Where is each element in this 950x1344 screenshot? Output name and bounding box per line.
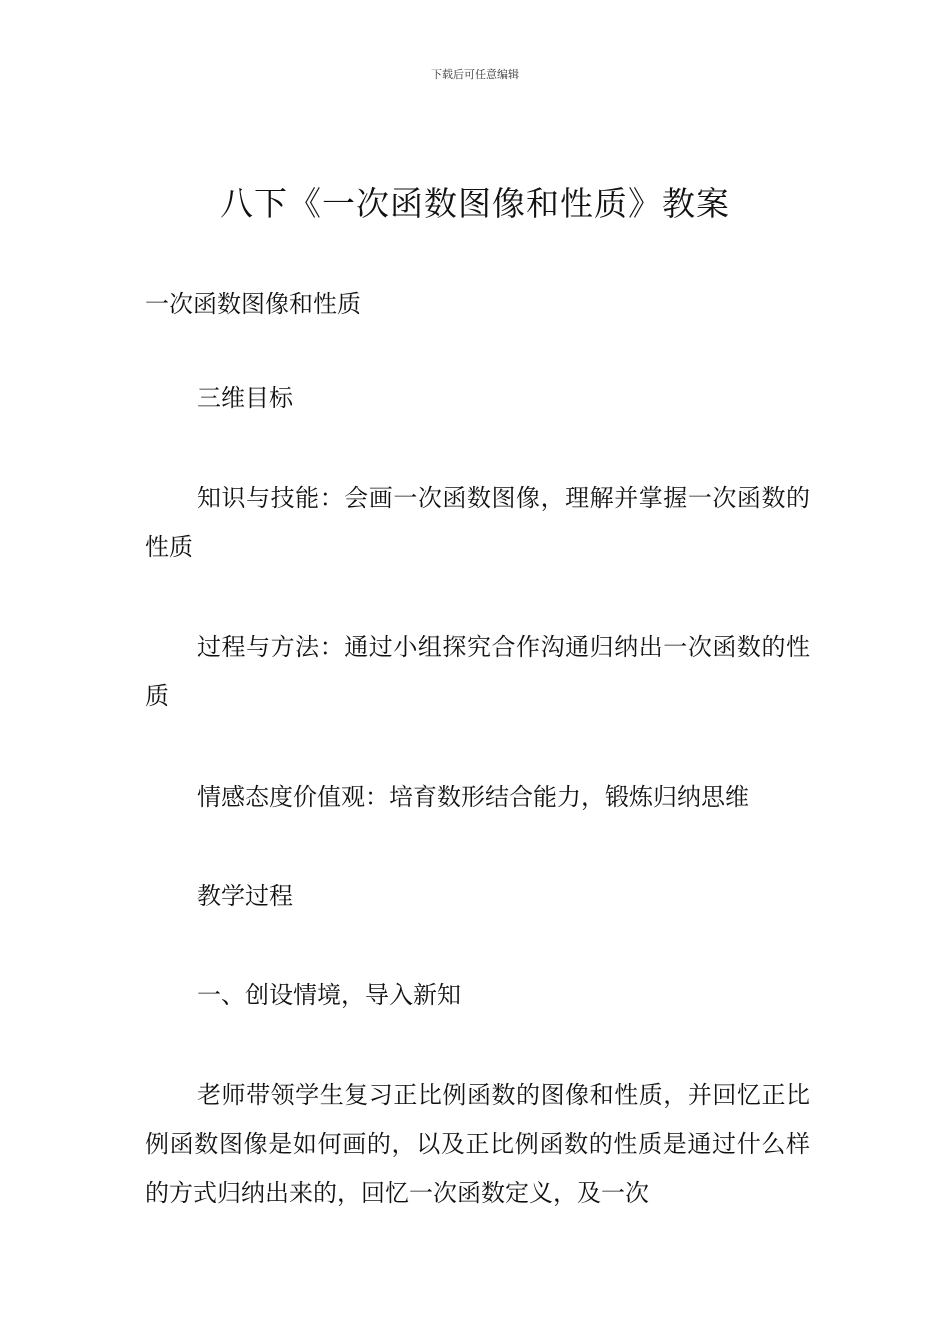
paragraph-teaching-process: 教学过程 [197, 882, 293, 910]
paragraph-review: 老师带领学生复习正比例函数的图像和性质，并回忆正比例函数图像是如何画的，以及正比例函数的性质是通过什么样的方式归纳出来的，回忆一次函数定义，及一次 [145, 1081, 810, 1207]
paragraph-emotion-values: 情感态度价值观：培育数形结合能力，锻炼归纳思维 [197, 783, 749, 811]
paragraph-objectives-heading: 三维目标 [197, 384, 293, 412]
paragraph-section-one: 一、创设情境，导入新知 [197, 981, 461, 1009]
header-note: 下载后可任意编辑 [431, 68, 519, 81]
section-heading: 一次函数图像和性质 [145, 290, 361, 318]
document-title: 八下《一次函数图像和性质》教案 [220, 184, 730, 223]
paragraph-knowledge-skills: 知识与技能：会画一次函数图像，理解并掌握一次函数的性质 [145, 484, 810, 561]
paragraph-process-methods: 过程与方法：通过小组探究合作沟通归纳出一次函数的性质 [145, 633, 810, 710]
